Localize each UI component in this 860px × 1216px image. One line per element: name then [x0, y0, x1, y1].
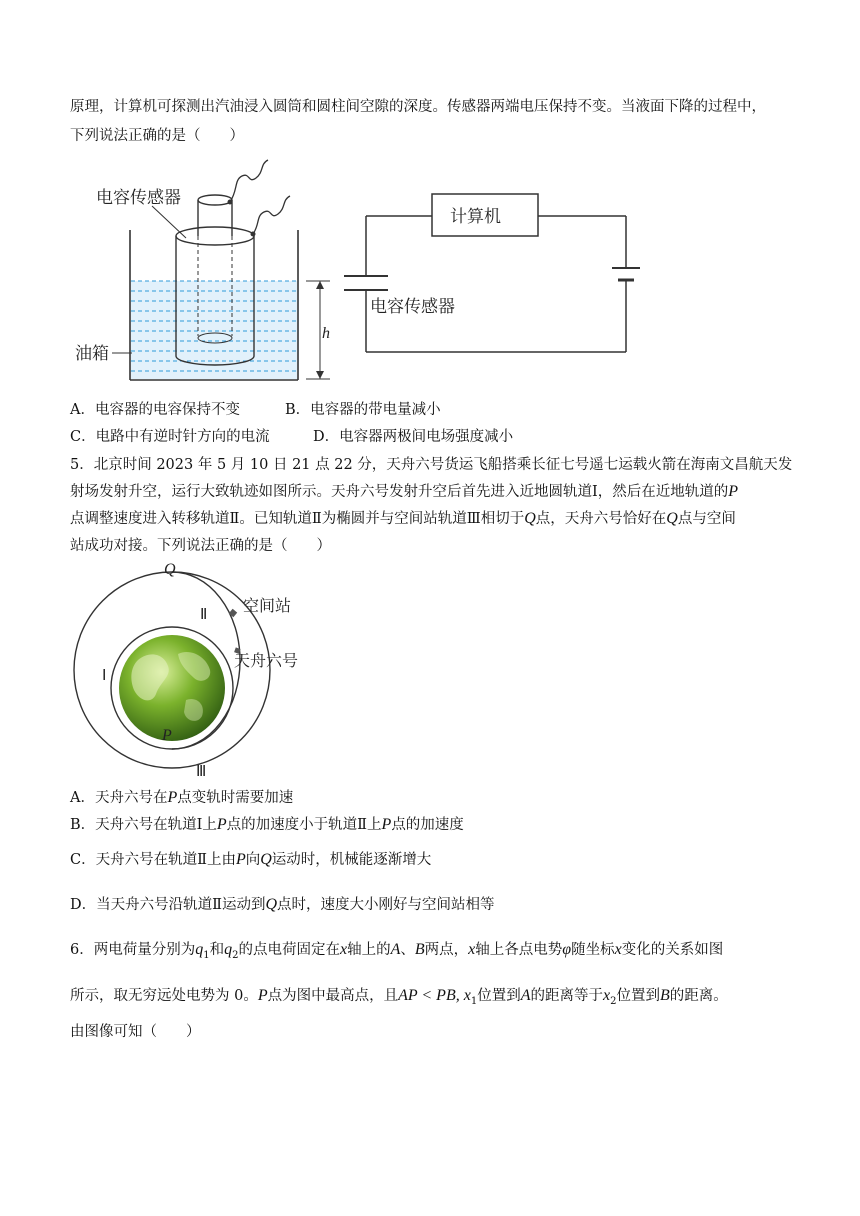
label-computer: 计算机 — [450, 207, 501, 227]
q4-intro-line2: 下列说法正确的是（ ） — [70, 128, 244, 144]
label-tianzhou6: 天舟六号 — [234, 651, 299, 670]
q5-line2: 射场发射升空，运行大致轨迹如图所示。天舟六号发射升空后首先进入近地圆轨道Ⅰ，然后在近地轨道的P — [70, 483, 739, 500]
q6-line1: 6．两电荷量分别为$q_1$和$q_2$的点电荷固定在x轴上的A、B两点，x轴上各点电势φ随坐标x变化的关系如图 — [70, 941, 724, 961]
q4-option-a: A．电容器的电容保持不变 — [70, 402, 240, 418]
label-orbit-ii: Ⅱ — [200, 605, 208, 623]
q5-option-d: D．当天舟六号沿轨道Ⅱ运动到Q点时，速度大小刚好与空间站相等 — [70, 896, 495, 913]
label-orbit-iii: Ⅲ — [196, 762, 207, 780]
label-space-station: 空间站 — [243, 596, 292, 615]
label-h: h — [322, 325, 330, 342]
q5-line3: 点调整速度进入转移轨道Ⅱ。已知轨道Ⅱ为椭圆并与空间站轨道Ⅲ相切于Q点，天舟六号恰好在Q点与空间 — [70, 510, 736, 527]
q4-option-b: B．电容器的带电量减小 — [285, 402, 441, 418]
label-q: Q — [164, 562, 176, 578]
q5-line4: 站成功对接。下列说法正确的是（ ） — [70, 538, 331, 554]
label-sensor-circuit: 电容传感器 — [370, 297, 455, 317]
capacitor-sensor-figure — [60, 150, 650, 390]
q4-option-d: D．电容器两极间电场强度减小 — [313, 429, 514, 445]
q5-option-b: B．天舟六号在轨道Ⅰ上P点的加速度小于轨道Ⅱ上P点的加速度 — [70, 816, 464, 833]
q5-option-c: C．天舟六号在轨道Ⅱ上由P向Q运动时，机械能逐渐增大 — [70, 851, 432, 868]
q6-line3: 由图像可知（ ） — [70, 1024, 201, 1040]
q4-intro-line1: 原理，计算机可探测出汽油浸入圆筒和圆柱间空隙的深度。传感器两端电压保持不变。当液面下降的过程中， — [70, 99, 766, 115]
q6-line2: 所示，取无穷远处电势为 0。P点为图中最高点，且AP < PB, $x_1$位置到A的距离等于$x_2$位置到B的距离。 — [70, 987, 728, 1007]
label-tank: 油箱 — [75, 344, 109, 364]
label-p: P — [162, 727, 172, 744]
label-sensor-top: 电容传感器 — [96, 188, 181, 208]
q5-line1: 5．北京时间 2023 年 5 月 10 日 21 点 22 分，天舟六号货运飞船搭乘长征七号遥七运载火箭在海南文昌航天发 — [70, 457, 793, 473]
label-orbit-i: Ⅰ — [102, 666, 107, 684]
q5-option-a: A．天舟六号在P点变轨时需要加速 — [70, 789, 294, 806]
q4-option-c: C．电路中有逆时针方向的电流 — [70, 429, 270, 445]
orbit-figure — [60, 562, 320, 784]
